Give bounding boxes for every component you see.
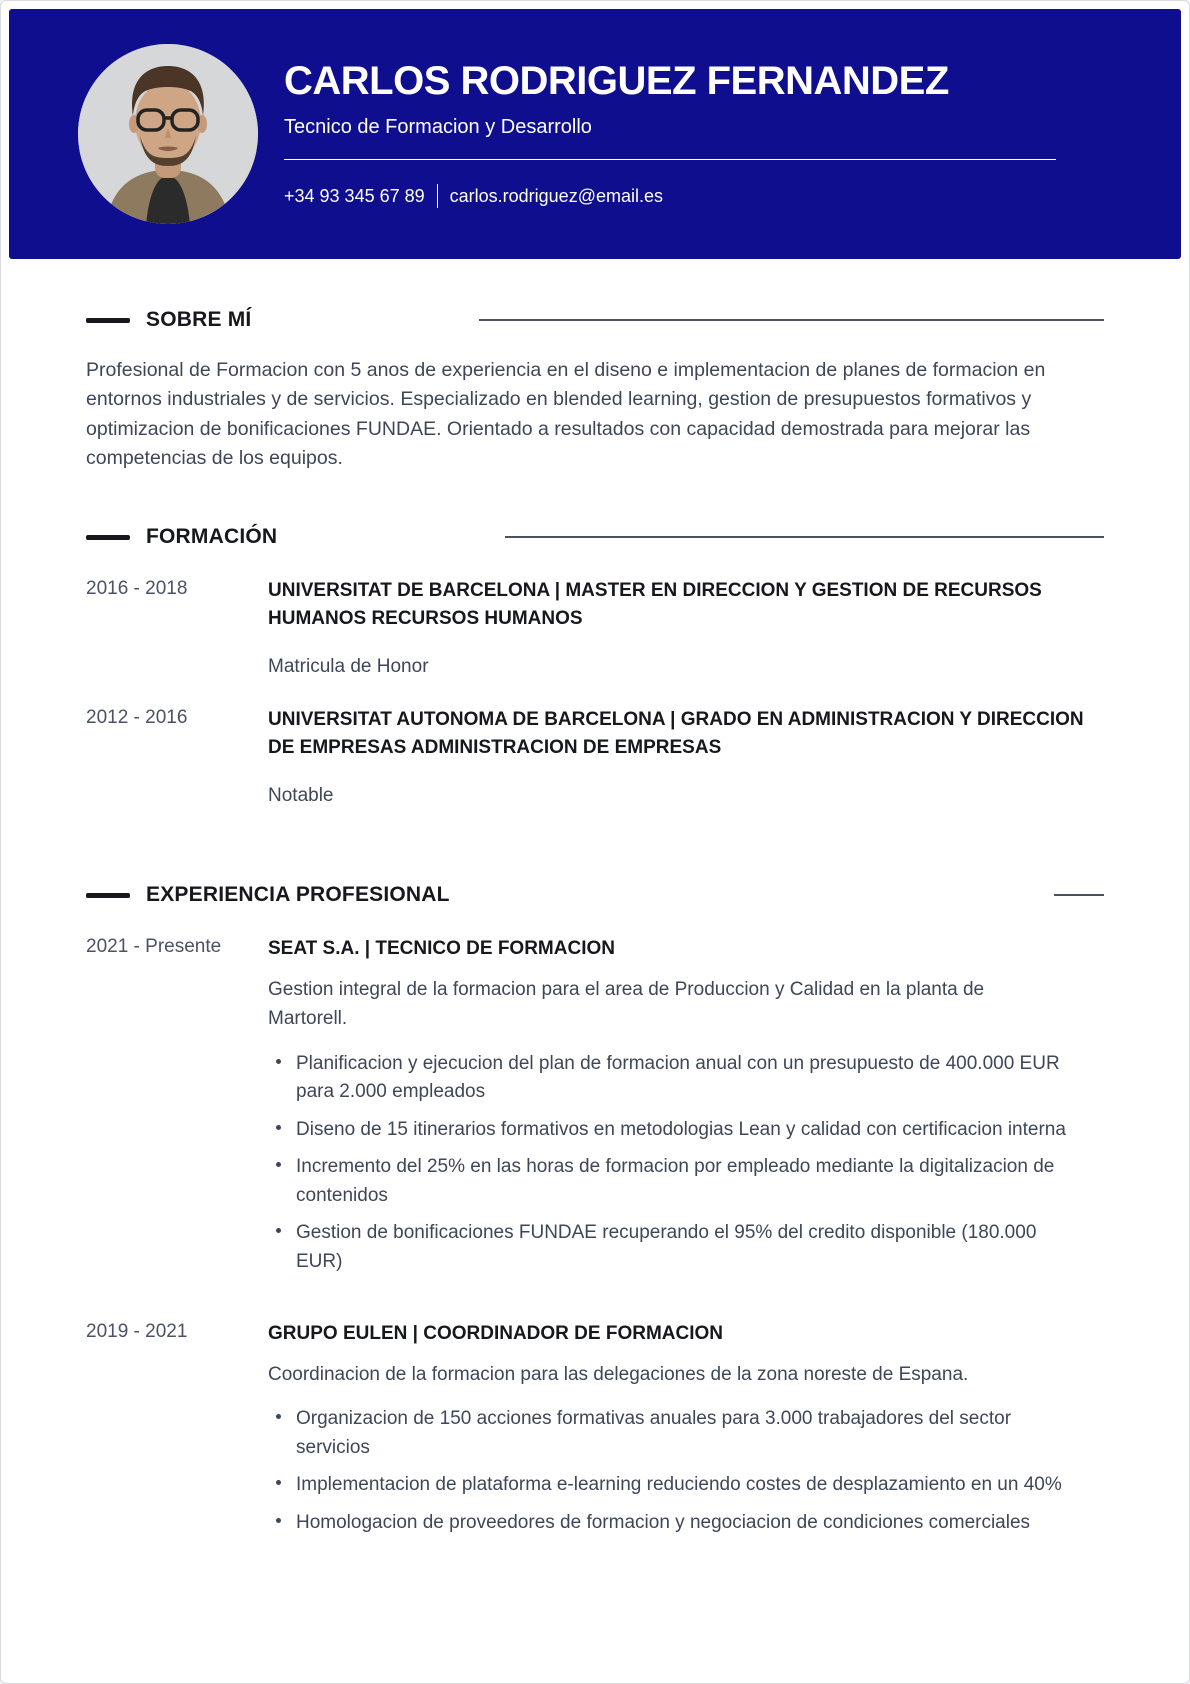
experience-details	[268, 935, 1104, 1276]
section-experience-title: EXPERIENCIA PROFESIONAL	[146, 883, 450, 907]
experience-bullet: Implementacion de plataforma e-learning reduciendo costes de desplazamiento en un 40%	[268, 1471, 1068, 1500]
experience-bullet: Gestion de bonificaciones FUNDAE recuperando el 95% del credito disponible (180.000 EUR)	[268, 1219, 1068, 1276]
section-about-title: SOBRE MÍ	[146, 308, 252, 331]
experience-bullet: Planificacion y ejecucion del plan de formacion anual con un presupuesto de 400.000 EUR para 2.000 empleados	[268, 1050, 1068, 1107]
education-entry	[86, 706, 1104, 807]
section-education-title: FORMACIÓN	[146, 525, 278, 548]
profile-photo	[78, 44, 258, 224]
section-about-heading-row	[86, 308, 1104, 332]
education-title: UNIVERSITAT AUTONOMA DE BARCELONA | GRADO EN ADMINISTRACION Y DIRECCION DE EMPRESAS ADMINISTRACION DE EMPRESAS	[268, 709, 1084, 758]
experience-bullet: Homologacion de proveedores de formacion y negociacion de condiciones comerciales	[268, 1509, 1068, 1538]
candidate-name: CARLOS RODRIGUEZ FERNANDEZ	[284, 59, 949, 103]
header-text-block	[284, 60, 1056, 208]
header-band	[9, 9, 1181, 259]
education-details	[268, 706, 1104, 807]
experience-summary: Coordinacion de la formacion para las delegaciones de la zona noreste de Espana.	[268, 1363, 969, 1385]
experience-bullet-list	[268, 1405, 1068, 1537]
profile-photo-illustration	[78, 44, 258, 224]
experience-entry	[86, 1320, 1104, 1537]
experience-bullet: Organizacion de 150 acciones formativas anuales para 3.000 trabajadores del sector servicios	[268, 1405, 1068, 1462]
email-address: carlos.rodriguez@email.es	[449, 185, 663, 206]
section-dash-icon	[86, 893, 130, 898]
section-rule	[1054, 894, 1104, 896]
experience-entry	[86, 935, 1104, 1276]
section-dash-icon	[86, 318, 130, 323]
experience-title: GRUPO EULEN | COORDINADOR DE FORMACION	[268, 1323, 723, 1345]
experience-dates: 2019 - 2021	[86, 1321, 188, 1343]
section-rule	[479, 319, 1104, 321]
experience-bullet: Incremento del 25% en las horas de formacion por empleado mediante la digitalizacion de contenidos	[268, 1153, 1068, 1210]
experience-bullet-list	[268, 1050, 1068, 1277]
experience-title: SEAT S.A. | TECNICO DE FORMACION	[268, 938, 615, 960]
education-dates: 2012 - 2016	[86, 707, 188, 729]
header-divider	[284, 159, 1056, 160]
candidate-job-title: Tecnico de Formacion y Desarrollo	[284, 116, 592, 138]
phone-number: +34 93 345 67 89	[284, 185, 425, 206]
section-education-heading-row	[86, 525, 1104, 549]
experience-details	[268, 1320, 1104, 1537]
education-dates: 2016 - 2018	[86, 578, 188, 599]
education-grade: Matricula de Honor	[268, 656, 429, 678]
about-paragraph: Profesional de Formacion con 5 anos de experiencia en el diseno e implementacion de planes de formacion en entornos industriales y de servicios. Especializado en blended learning, gestion de presupuestos formativos y optimizacion de bonificaciones FUNDAE. Orientado a resultados con capacidad demostrada para mejorar las competencias de los equipos.	[86, 359, 1046, 469]
education-grade: Notable	[268, 785, 334, 807]
experience-summary: Gestion integral de la formacion para el area de Produccion y Calidad en la planta de Martorell.	[268, 978, 985, 1030]
education-title: UNIVERSITAT DE BARCELONA | MASTER EN DIRECCION Y GESTION DE RECURSOS HUMANOS RECURSOS HUMANOS	[268, 580, 1042, 629]
education-entry	[86, 577, 1104, 678]
experience-dates: 2021 - Presente	[86, 936, 222, 958]
experience-bullet: Diseno de 15 itinerarios formativos en metodologias Lean y calidad con certificacion interna	[268, 1116, 1068, 1145]
section-experience-heading-row	[86, 883, 1104, 907]
education-details	[268, 577, 1104, 678]
contact-separator	[437, 184, 438, 208]
section-rule	[505, 536, 1104, 538]
section-dash-icon	[86, 535, 130, 540]
contact-line	[284, 184, 1056, 208]
cv-body	[1, 308, 1189, 1537]
